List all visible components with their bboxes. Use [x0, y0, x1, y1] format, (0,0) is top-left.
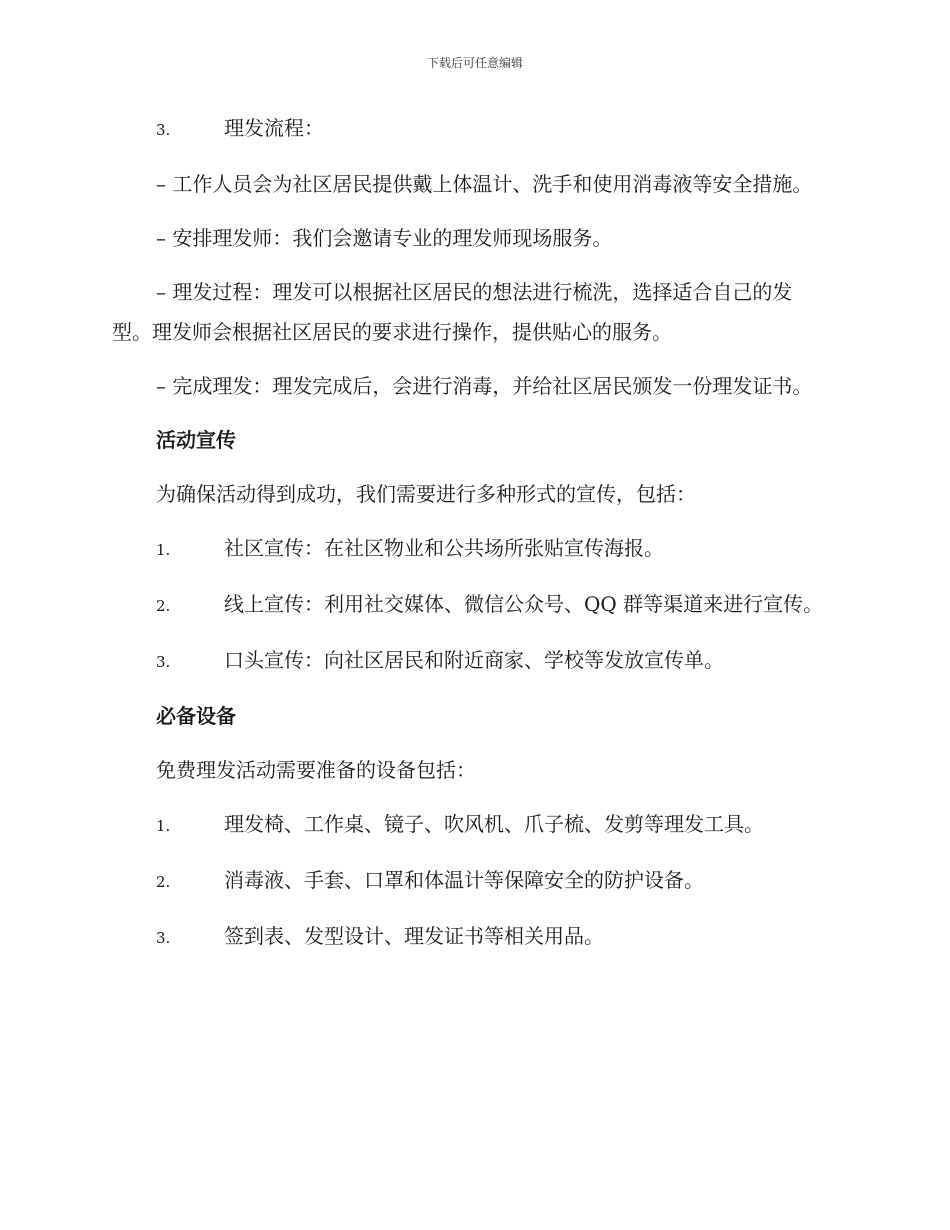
list-item — [112, 860, 832, 902]
page-header: 下载后可任意编辑 — [426, 56, 523, 70]
list-item — [112, 108, 832, 150]
list-item-text: 口头宣传：向社区居民和附近商家、学校等发放宣传单。 — [224, 648, 724, 672]
list-item-text: 理发流程： — [224, 116, 324, 140]
list-item — [112, 916, 832, 958]
document-content — [112, 108, 832, 972]
list-item-text: 社区宣传：在社区物业和公共场所张贴宣传海报。 — [224, 536, 664, 560]
list-item-text: 线上宣传：利用社交媒体、微信公众号、QQ 群等渠道来进行宣传。 — [224, 592, 824, 616]
list-item-number: 3. — [156, 653, 171, 671]
bullet-paragraph: – 工作人员会为社区居民提供戴上体温计、洗手和使用消毒液等安全措施。 — [156, 172, 813, 196]
list-item — [112, 804, 832, 846]
list-item — [112, 584, 832, 626]
list-item — [112, 528, 832, 570]
list-item-number: 2. — [156, 873, 171, 891]
list-item-text: 理发椅、工作桌、镜子、吹风机、爪子梳、发剪等理发工具。 — [224, 812, 764, 836]
list-item-number: 1. — [156, 541, 171, 559]
list-item-text: 消毒液、手套、口罩和体温计等保障安全的防护设备。 — [224, 868, 704, 892]
bullet-paragraph: – 完成理发：理发完成后，会进行消毒，并给社区居民颁发一份理发证书。 — [156, 374, 813, 398]
bullet-paragraph: – 安排理发师：我们会邀请专业的理发师现场服务。 — [156, 226, 613, 250]
list-item-number: 3. — [156, 121, 171, 139]
list-item-number: 2. — [156, 597, 171, 615]
list-item-number: 1. — [156, 817, 171, 835]
section-heading-promotion: 活动宣传 — [156, 428, 236, 452]
section-heading-equipment: 必备设备 — [156, 704, 236, 728]
section-intro: 免费理发活动需要准备的设备包括： — [156, 758, 476, 782]
list-item-number: 3. — [156, 929, 171, 947]
list-item — [112, 640, 832, 682]
section-intro: 为确保活动得到成功，我们需要进行多种形式的宣传，包括： — [156, 482, 696, 506]
bullet-paragraph: – 理发过程：理发可以根据社区居民的想法进行梳洗，选择适合自己的发型。理发师会根据社区居民的要求进行操作，提供贴心的服务。 — [112, 280, 793, 344]
list-item-text: 签到表、发型设计、理发证书等相关用品。 — [224, 924, 604, 948]
